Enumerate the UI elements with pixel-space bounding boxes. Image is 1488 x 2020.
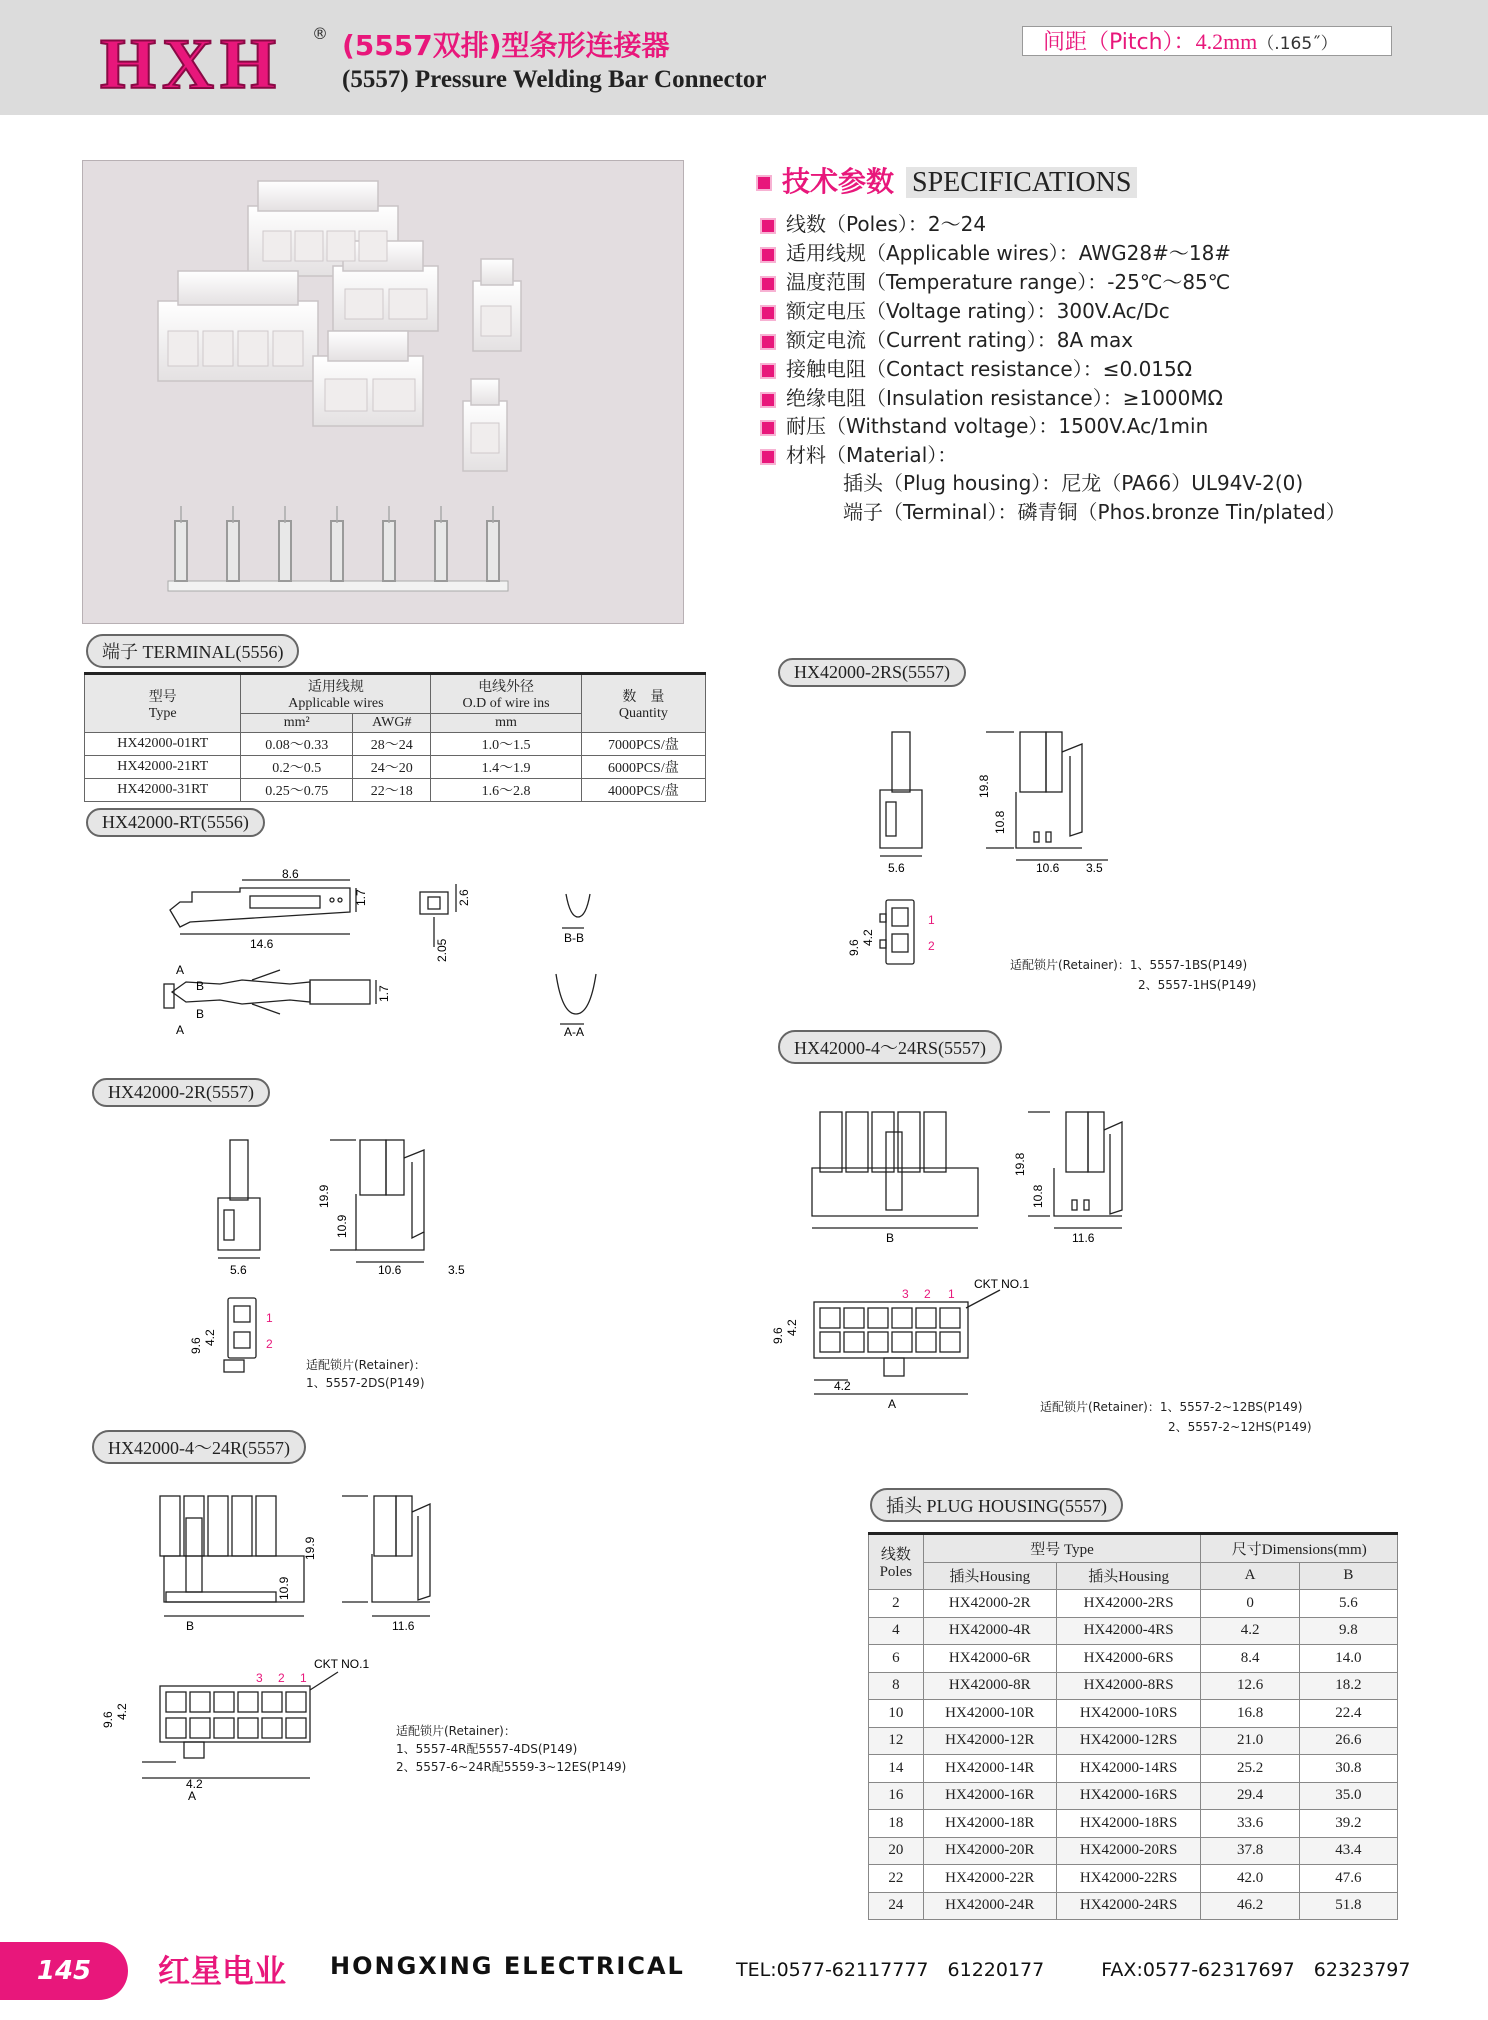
svg-text:B: B — [186, 1619, 195, 1633]
bullet-icon — [760, 334, 776, 350]
svg-text:10.6: 10.6 — [378, 1263, 402, 1277]
svg-text:11.6: 11.6 — [1072, 1231, 1095, 1245]
rs4-drawing — [771, 1104, 1168, 1414]
svg-text:A: A — [188, 1789, 197, 1803]
table-row: 22 HX42000-22R HX42000-22RS 42.0 47.6 — [869, 1865, 1398, 1893]
svg-text:19.8: 19.8 — [1013, 1152, 1027, 1176]
table-row: 6 HX42000-6R HX42000-6RS 8.4 14.0 — [869, 1645, 1398, 1673]
svg-text:19.9: 19.9 — [303, 1536, 317, 1560]
svg-text:4.2: 4.2 — [834, 1379, 851, 1393]
svg-text:B: B — [196, 979, 205, 993]
bullet-icon — [760, 218, 776, 234]
svg-text:11.6: 11.6 — [392, 1619, 415, 1633]
svg-text:3.5: 3.5 — [1086, 861, 1103, 875]
specs-heading-en: SPECIFICATIONS — [906, 167, 1137, 198]
bullet-icon — [760, 305, 776, 321]
table-row: 12 HX42000-12R HX42000-12RS 21.0 26.6 — [869, 1727, 1398, 1755]
svg-text:10.8: 10.8 — [1031, 1184, 1045, 1208]
spec-material-housing: 插头（Plug housing）：尼龙（PA66）UL94V-2(0) — [843, 471, 1304, 495]
svg-text:B-B: B-B — [564, 931, 585, 945]
svg-text:9.6: 9.6 — [189, 1337, 203, 1354]
svg-text:2: 2 — [924, 1287, 931, 1301]
bullet-icon — [760, 449, 776, 465]
svg-text:3.5: 3.5 — [448, 1263, 465, 1277]
svg-text:10.6: 10.6 — [1036, 861, 1060, 875]
svg-text:1: 1 — [266, 1311, 273, 1325]
svg-text:2.05: 2.05 — [435, 938, 449, 962]
svg-text:10.8: 10.8 — [993, 810, 1007, 834]
footer-fax: FAX:0577-62317697 62323797 — [1101, 1959, 1411, 1981]
svg-text:10.9: 10.9 — [277, 1576, 291, 1600]
page-number: 145 — [0, 1942, 128, 2000]
terminal-drawing — [160, 862, 620, 1052]
spec-material-terminal: 端子（Terminal）：磷青铜（Phos.bronze Tin/plated） — [843, 500, 1346, 524]
table-row: 20 HX42000-20R HX42000-20RS 37.8 43.4 — [869, 1837, 1398, 1865]
table-row: 14 HX42000-14R HX42000-14RS 25.2 30.8 — [869, 1755, 1398, 1783]
svg-text:5.6: 5.6 — [888, 861, 905, 875]
svg-text:4.2: 4.2 — [203, 1329, 217, 1346]
rs2-retainer-1: 适配锁片(Retainer)：1、5557-1BS(P149) — [1010, 958, 1248, 972]
rs4-retainer-1: 适配锁片(Retainer)：1、5557-2~12BS(P149) — [1040, 1400, 1303, 1414]
svg-text:2: 2 — [278, 1671, 285, 1685]
rt-tag: HX42000-RT(5556) — [86, 808, 265, 837]
table-row: 8 HX42000-8R HX42000-8RS 12.6 18.2 — [869, 1672, 1398, 1700]
r4-tag: HX42000-4～24R(5557) — [92, 1430, 306, 1464]
footer-contact — [736, 1955, 1410, 1982]
table-row: HX42000-21RT 0.2～0.5 24～20 1.4～1.9 6000PCS/盘 — [85, 756, 706, 779]
svg-text:19.9: 19.9 — [317, 1184, 331, 1208]
bullet-icon — [760, 392, 776, 408]
svg-text:9.6: 9.6 — [771, 1327, 785, 1344]
svg-text:1.7: 1.7 — [354, 889, 368, 906]
table-row: HX42000-01RT 0.08～0.33 28～24 1.0～1.5 7000PCS/盘 — [85, 733, 706, 756]
terminal-tag: 端子 TERMINAL(5556) — [86, 634, 299, 668]
specs-heading-cn: 技术参数 — [782, 165, 895, 198]
table-row: 18 HX42000-18R HX42000-18RS 33.6 39.2 — [869, 1810, 1398, 1838]
svg-text:1: 1 — [928, 913, 935, 927]
svg-text:A: A — [176, 1023, 185, 1037]
product-photo — [82, 160, 684, 624]
terminal-table: 型号 Type 适用线规 Applicable wires 电线外径 O.D of wire ins 数 量 Quantity mm² AWG# mm HX42000-01RT 0.08～0.33 28～24 1.0～1.5 7000PCS/盘 HX42000-21RT 0.2～0.5 24～20 1.4～1.9 6000PCS/盘 HX42000-31RT 0.25～0.75 22～18 1.6～2.8 4000PCS/盘 — [84, 672, 706, 802]
bullet-icon — [760, 247, 776, 263]
svg-text:2: 2 — [928, 939, 935, 953]
table-row: HX42000-31RT 0.25～0.75 22～18 1.6～2.8 4000PCS/盘 — [85, 779, 706, 802]
svg-text:4.2: 4.2 — [785, 1319, 799, 1336]
svg-text:3: 3 — [256, 1671, 263, 1685]
svg-text:10.9: 10.9 — [335, 1214, 349, 1238]
svg-text:1: 1 — [300, 1671, 307, 1685]
brand-logo: HXH — [100, 24, 283, 104]
svg-text:4.2: 4.2 — [861, 929, 875, 946]
svg-text:8.6: 8.6 — [282, 867, 299, 881]
spec-item: 额定电流（Current rating）：8A max — [760, 324, 1133, 353]
svg-text:1.7: 1.7 — [377, 985, 391, 1002]
spec-item: 材料（Material）： — [760, 439, 957, 468]
spec-item: 绝缘电阻（Insulation resistance）：≥1000MΩ — [760, 382, 1223, 411]
svg-text:CKT NO.1: CKT NO.1 — [974, 1277, 1030, 1291]
svg-text:3: 3 — [902, 1287, 909, 1301]
spec-item: 接触电阻（Contact resistance）：≤0.015Ω — [760, 353, 1192, 382]
footer-tel: TEL:0577-62117777 61220177 — [736, 1959, 1045, 1981]
pitch-label: 间距（Pitch）： — [1043, 30, 1196, 55]
footer-brand-cn: 红星电业 — [158, 1952, 287, 1990]
title-english: (5557) Pressure Welding Bar Connector — [342, 66, 767, 93]
table-row: 24 HX42000-24R HX42000-24RS 46.2 51.8 — [869, 1892, 1398, 1920]
r2-retainer: 适配锁片(Retainer)： 1、5557-2DS(P149) — [306, 1358, 426, 1390]
r2-drawing — [180, 1128, 500, 1388]
svg-text:14.6: 14.6 — [250, 937, 274, 951]
rs2-retainer-2: 2、5557-1HS(P149) — [1138, 978, 1257, 992]
r2-tag: HX42000-2R(5557) — [92, 1078, 270, 1107]
svg-text:1: 1 — [948, 1287, 955, 1301]
bullet-icon — [756, 175, 772, 191]
spec-item: 线数（Poles）：2～24 — [760, 208, 986, 237]
pitch-box — [1022, 26, 1392, 56]
svg-text:B: B — [886, 1231, 895, 1245]
plug-tag: 插头 PLUG HOUSING(5557) — [870, 1488, 1123, 1522]
registered-mark: ® — [312, 24, 328, 43]
pitch-inch: （.165˝） — [1257, 34, 1338, 54]
bullet-icon — [760, 276, 776, 292]
svg-text:2.6: 2.6 — [457, 889, 471, 906]
svg-text:2: 2 — [266, 1337, 273, 1351]
svg-text:19.8: 19.8 — [977, 774, 991, 798]
rs4-tag: HX42000-4～24RS(5557) — [778, 1030, 1002, 1064]
svg-text:A: A — [888, 1397, 897, 1411]
table-row: 2 HX42000-2R HX42000-2RS 0 5.6 — [869, 1590, 1398, 1618]
svg-text:9.6: 9.6 — [847, 939, 861, 956]
svg-text:A: A — [176, 963, 185, 977]
spec-item: 耐压（Withstand voltage）：1500V.Ac/1min — [760, 410, 1208, 439]
specs-heading — [756, 160, 1137, 200]
r4-retainer: 适配锁片(Retainer)： 1、5557-4R配5557-4DS(P149) 2、5557-6~24R配5559-3~12ES(P149) — [396, 1724, 627, 1774]
rs4-retainer-2: 2、5557-2~12HS(P149) — [1168, 1420, 1312, 1434]
bullet-icon — [760, 363, 776, 379]
svg-text:B: B — [196, 1007, 205, 1021]
svg-text:4.2: 4.2 — [186, 1777, 203, 1791]
table-row: 16 HX42000-16R HX42000-16RS 29.4 35.0 — [869, 1782, 1398, 1810]
svg-text:5.6: 5.6 — [230, 1263, 247, 1277]
svg-text:9.6: 9.6 — [101, 1711, 115, 1728]
plug-housing-table: 线数 Poles 型号 Type 尺寸Dimensions(mm) 插头Housing 插头Housing A B 2 HX42000-2R HX42000-2RS 0 5.6 4 HX42000-4R HX42000-4RS 4.2 9.8 6 HX42000-6R HX42000-6RS 8.4 14.0 8 HX42000-8R HX42000-8RS 12.6 18.2 10 HX42000-10R HX42000-10RS 16.8 22.4 12 HX42000-12R HX42000-12RS 21.0 26.6 14 HX42000-14R HX42000-14RS 25.2 30.8 16 HX42000-16R HX42000-16RS 29.4 35.0 18 HX42000-18R HX42000-18RS 33.6 39.2 20 HX42000-20R HX42000-20RS 37.8 43.4 22 HX42000-22R HX42000-22RS 42.0 47.6 24 HX42000-24R HX42000-24RS 46.2 51.8 — [868, 1532, 1398, 1920]
svg-text:4.2: 4.2 — [115, 1703, 129, 1720]
title-chinese: (5557双排)型条形连接器 — [342, 29, 670, 62]
spec-item: 额定电压（Voltage rating）：300V.Ac/Dc — [760, 295, 1170, 324]
spec-item: 适用线规（Applicable wires）：AWG28#～18# — [760, 237, 1231, 266]
svg-text:A-A: A-A — [564, 1025, 585, 1039]
bullet-icon — [760, 420, 776, 436]
footer-brand-en: HONGXING ELECTRICAL — [330, 1952, 685, 1980]
svg-text:CKT NO.1: CKT NO.1 — [314, 1657, 370, 1671]
spec-item: 温度范围（Temperature range）：-25℃～85℃ — [760, 266, 1230, 295]
table-row: 4 HX42000-4R HX42000-4RS 4.2 9.8 — [869, 1617, 1398, 1645]
pitch-value: 4.2mm — [1195, 29, 1258, 54]
rs2-tag: HX42000-2RS(5557) — [778, 658, 966, 687]
table-row: 10 HX42000-10R HX42000-10RS 16.8 22.4 — [869, 1700, 1398, 1728]
